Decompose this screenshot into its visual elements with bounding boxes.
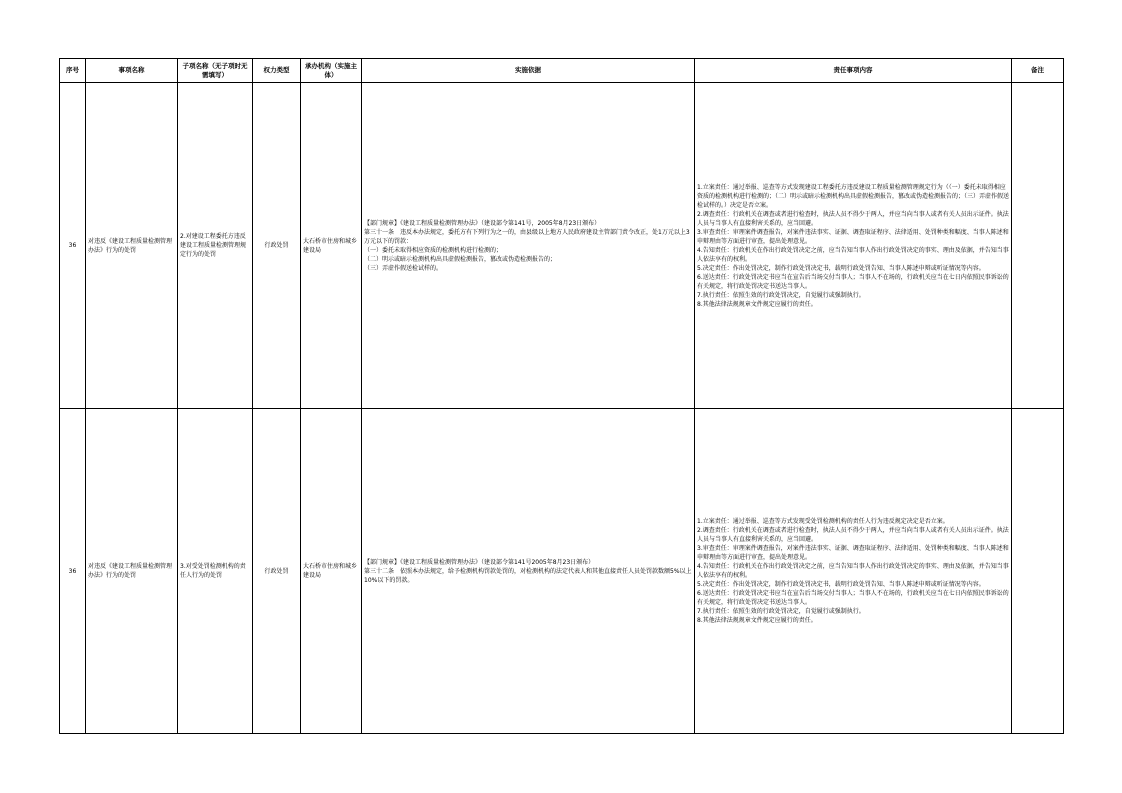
basis-line: 第三十二条 依照本办法规定，给予检测机构罚款处罚的，对检测机构的法定代表人和其他直接责任人员处罚款数额5%以上10%以下的罚款。 <box>364 567 692 584</box>
responsibility-table <box>59 58 1064 734</box>
basis-line: 【部门规章】《建设工程质量检测管理办法》（建设部令第141号，2005年8月23日颁布） <box>364 219 601 227</box>
responsibility-line: 2.调查责任：行政机关在调查或者进行检查时，执法人员不得少于两人，并应当向当事人或者有关人员出示证件。执法人员与当事人有直接利害关系的，应当回避。 <box>697 527 1009 543</box>
header-row <box>60 59 1064 83</box>
cell-responsibility <box>695 83 1012 409</box>
basis-line: 第三十一条 违反本办法规定，委托方有下列行为之一的，由县级以上地方人民政府建设主管部门责令改正，处1万元以上3万元以下的罚款： <box>364 228 690 245</box>
cell-agency: 大石桥市住房和城乡建设局 <box>301 409 362 734</box>
responsibility-line: 4.告知责任：行政机关在作出行政处罚决定之前，应当告知当事人作出行政处罚决定的事实、理由及依据，并告知当事人依法享有的权利。 <box>697 563 1009 579</box>
cell-sub-item: 3.对受处罚检测机构的责任人行为的处罚 <box>178 409 253 734</box>
cell-item-name: 对违反《建设工程质量检测管理办法》行为的处罚 <box>86 409 178 734</box>
table-row <box>60 83 1064 409</box>
header-no: 序号 <box>60 59 86 83</box>
responsibility-line: 2.调查责任：行政机关在调查或者进行检查时，执法人员不得少于两人，并应当向当事人或者有关人员出示证件。执法人员与当事人有直接利害关系的，应当回避。 <box>697 210 1009 227</box>
responsibility-line: 1.立案责任：通过举报、巡查等方式发现受处罚检测机构的责任人行为违反规定决定是否立案。 <box>697 518 949 525</box>
cell-power-type: 行政处罚 <box>253 409 301 734</box>
responsibility-line: 8.其他法律法规规章文件规定应履行的责任。 <box>697 300 817 308</box>
responsibility-line: 6.送达责任：行政处罚决定书应当在宣告后当场交付当事人；当事人不在场的，行政机关应当在七日内依照民事诉讼的有关规定，将行政处罚决定书送达当事人。 <box>697 590 1009 606</box>
header-item-name: 事项名称 <box>86 59 178 83</box>
cell-remark <box>1012 409 1064 734</box>
cell-remark <box>1012 83 1064 409</box>
header-remark: 备注 <box>1012 59 1064 83</box>
basis-line: （二）明示或暗示检测机构出具虚假检测报告，篡改或伪造检测报告的； <box>364 255 557 263</box>
cell-basis <box>362 83 695 409</box>
responsibility-line: 5.决定责任：作出处罚决定，制作行政处罚决定书，载明行政处罚告知、当事人陈述申辩或听证情况等内容。 <box>697 581 985 588</box>
header-sub-item: 子项名称（无子项时无需填写） <box>178 59 253 83</box>
header-power-type: 权力类型 <box>253 59 301 83</box>
header-responsibility: 责任事项内容 <box>695 59 1012 83</box>
header-basis: 实施依据 <box>362 59 695 83</box>
basis-line: 【部门规章】《建设工程质量检测管理办法》（建设部令第141号2005年8月23日颁布） <box>364 558 595 566</box>
responsibility-line: 7.执行责任：依照生效的行政处罚决定，自觉履行或强制执行。 <box>697 608 865 615</box>
responsibility-line: 7.执行责任：依照生效的行政处罚决定，自觉履行或强制执行。 <box>697 291 865 299</box>
responsibility-line: 3.审查责任：审理案件调查报告，对案件违法事实、证据、调查取证程序、法律适用、处罚种类和幅度、当事人陈述和申辩理由等方面进行审查，提出处理意见。 <box>697 545 1009 561</box>
basis-line: （一）委托未取得相应资质的检测机构进行检测的； <box>364 246 503 254</box>
table-row <box>60 409 1064 734</box>
cell-no: 36 <box>60 83 86 409</box>
responsibility-line: 6.送达责任：行政处罚决定书应当在宣告后当场交付当事人；当事人不在场的，行政机关应当在七日内依照民事诉讼的有关规定，将行政处罚决定书送达当事人。 <box>697 273 1009 290</box>
cell-item-name: 对违反《建设工程质量检测管理办法》行为的处罚 <box>86 83 178 409</box>
cell-sub-item: 2.对建设工程委托方违反建设工程质量检测管理规定行为的处罚 <box>178 83 253 409</box>
responsibility-line: 8.其他法律法规规章文件规定应履行的责任。 <box>697 617 817 624</box>
header-agency: 承办机构（实施主体） <box>301 59 362 83</box>
cell-responsibility <box>695 409 1012 734</box>
responsibility-line: 1.立案责任：通过举报、巡查等方式发现建设工程委托方违反建设工程质量检测管理规定行为（（一）委托未取得相应资质的检测机构进行检测的；（二）明示或暗示检测机构出具虚假检测报告，篡改或伪造检测报告的；（三）弄虚作假送检试样的。）决定是否立案。 <box>697 183 1010 209</box>
cell-power-type: 行政处罚 <box>253 83 301 409</box>
cell-agency: 大石桥市住房和城乡建设局 <box>301 83 362 409</box>
cell-no: 36 <box>60 409 86 734</box>
responsibility-line: 4.告知责任：行政机关在作出行政处罚决定之前，应当告知当事人作出行政处罚决定的事实、理由及依据，并告知当事人依法享有的权利。 <box>697 246 1009 263</box>
cell-basis <box>362 409 695 734</box>
responsibility-line: 5.决定责任：作出处罚决定，制作行政处罚决定书，载明行政处罚告知、当事人陈述申辩或听证情况等内容。 <box>697 264 985 272</box>
basis-line: （三）弄虚作假送检试样的。 <box>364 264 443 272</box>
responsibility-line: 3.审查责任：审理案件调查报告，对案件违法事实、证据、调查取证程序、法律适用、处罚种类和幅度、当事人陈述和申辩理由等方面进行审查，提出处理意见。 <box>697 228 1009 245</box>
